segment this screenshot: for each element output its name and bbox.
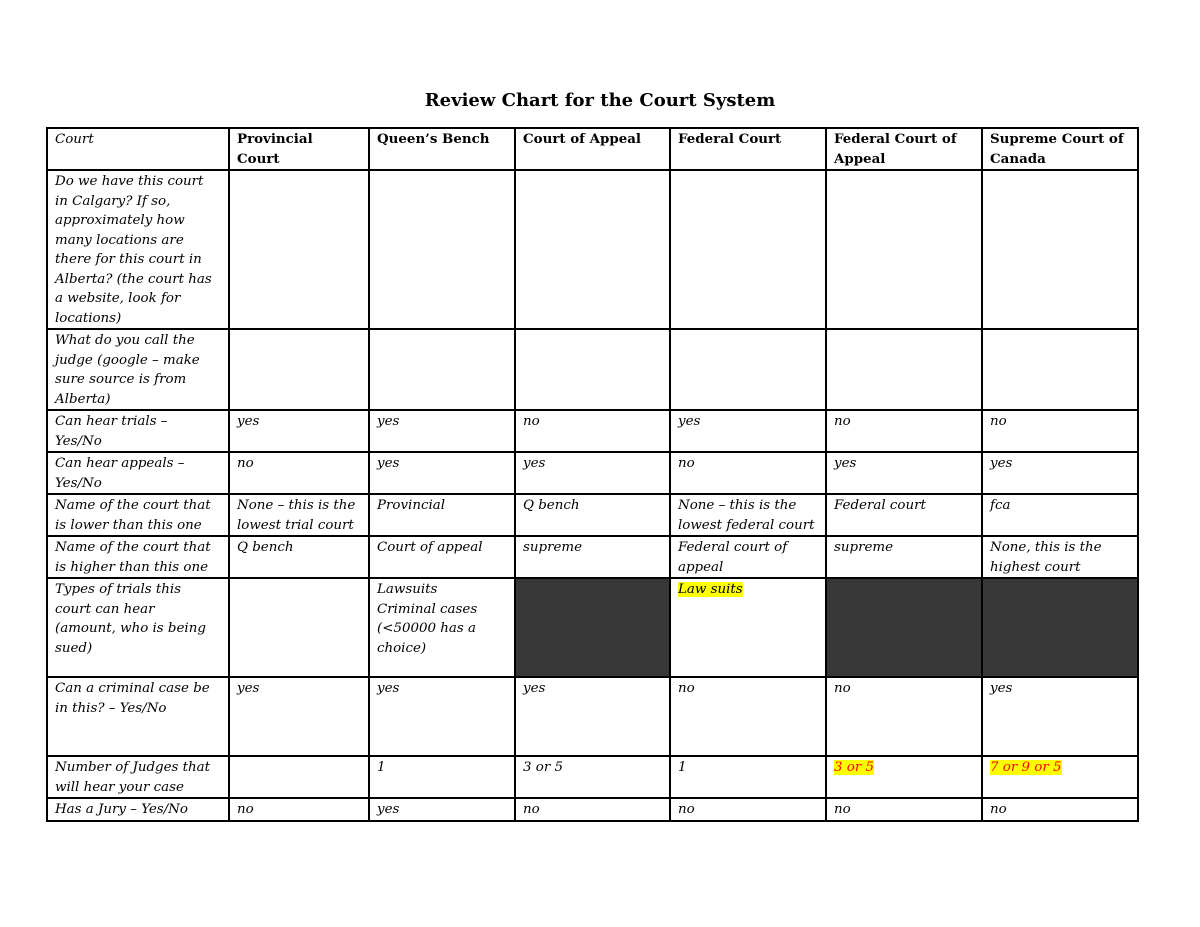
answer-cell: no [982,798,1138,821]
answer-cell: fca [982,494,1138,536]
answer-cell: yes [369,452,515,494]
answer-cell [229,329,369,410]
answer-cell: yes [229,677,369,756]
highlighted-text: 3 or 5 [834,760,875,775]
answer-cell: supreme [515,536,670,578]
header-queens-bench: Queen’s Bench [369,128,515,170]
answer-cell: yes [982,452,1138,494]
answer-cell [826,329,982,410]
table-row [47,578,1138,677]
page-title: Review Chart for the Court System [424,90,776,111]
shaded-cell [515,578,670,677]
answer-cell: no [826,798,982,821]
header-row [47,128,1138,170]
answer-cell: no [982,410,1138,452]
answer-cell: no [229,798,369,821]
answer-cell: no [670,452,826,494]
answer-cell: yes [515,677,670,756]
header-provincial-court: Provincial Court [229,128,369,170]
answer-cell: yes [515,452,670,494]
row-question: Do we have this court in Calgary? If so, approximately how many locations are there for this court in Alberta? (the court has a website, look for locations) [47,170,229,329]
answer-cell [826,756,982,798]
answer-cell: Provincial [369,494,515,536]
answer-cell: 3 or 5 [515,756,670,798]
answer-cell [229,170,369,329]
row-question: Can a criminal case be in this? – Yes/No [47,677,229,756]
answer-cell [670,170,826,329]
table-row [47,494,1138,536]
answer-cell: Court of appeal [369,536,515,578]
answer-cell [982,756,1138,798]
answer-cell: 1 [369,756,515,798]
answer-cell: no [515,798,670,821]
answer-cell: yes [670,410,826,452]
row-question: Has a Jury – Yes/No [47,798,229,821]
answer-cell [229,756,369,798]
answer-cell [229,578,369,677]
answer-cell: None – this is the lowest trial court [229,494,369,536]
answer-cell: yes [982,677,1138,756]
answer-cell: yes [369,677,515,756]
court-review-table [46,127,1139,822]
answer-cell: yes [369,798,515,821]
answer-cell [982,170,1138,329]
header-federal-court-of-appeal: Federal Court of Appeal [826,128,982,170]
table-row [47,329,1138,410]
row-question: Number of Judges that will hear your case [47,756,229,798]
answer-cell: yes [229,410,369,452]
answer-cell: no [826,677,982,756]
row-question: Can hear appeals – Yes/No [47,452,229,494]
highlighted-text: 7 or 9 or 5 [990,760,1062,775]
answer-cell: yes [826,452,982,494]
answer-cell: Federal court [826,494,982,536]
answer-cell [670,578,826,677]
answer-cell [369,170,515,329]
answer-cell: 1 [670,756,826,798]
row-question: Can hear trials – Yes/No [47,410,229,452]
answer-cell [515,329,670,410]
answer-cell: no [670,798,826,821]
table-row [47,452,1138,494]
answer-cell: Federal court of appeal [670,536,826,578]
header-court: Court [47,128,229,170]
answer-cell: None, this is the highest court [982,536,1138,578]
table-row [47,410,1138,452]
answer-cell [826,170,982,329]
answer-cell: Q bench [229,536,369,578]
row-question: Name of the court that is higher than this one [47,536,229,578]
header-court-of-appeal: Court of Appeal [515,128,670,170]
highlighted-text: Law suits [678,582,743,597]
answer-cell: no [515,410,670,452]
header-supreme-court: Supreme Court of Canada [982,128,1138,170]
table-row [47,756,1138,798]
shaded-cell [826,578,982,677]
table-row [47,677,1138,756]
answer-cell: Lawsuits Criminal cases (<50000 has a choice) [369,578,515,677]
answer-cell: supreme [826,536,982,578]
answer-cell [982,329,1138,410]
answer-cell: no [670,677,826,756]
row-question: What do you call the judge (google – make sure source is from Alberta) [47,329,229,410]
table-row [47,798,1138,821]
table-row [47,170,1138,329]
shaded-cell [982,578,1138,677]
answer-cell [515,170,670,329]
header-federal-court: Federal Court [670,128,826,170]
answer-cell: no [229,452,369,494]
answer-cell [369,329,515,410]
answer-cell: yes [369,410,515,452]
answer-cell: no [826,410,982,452]
answer-cell: Q bench [515,494,670,536]
table-row [47,536,1138,578]
answer-cell: None – this is the lowest federal court [670,494,826,536]
answer-cell [670,329,826,410]
row-question: Name of the court that is lower than this one [47,494,229,536]
row-question: Types of trials this court can hear (amount, who is being sued) [47,578,229,677]
